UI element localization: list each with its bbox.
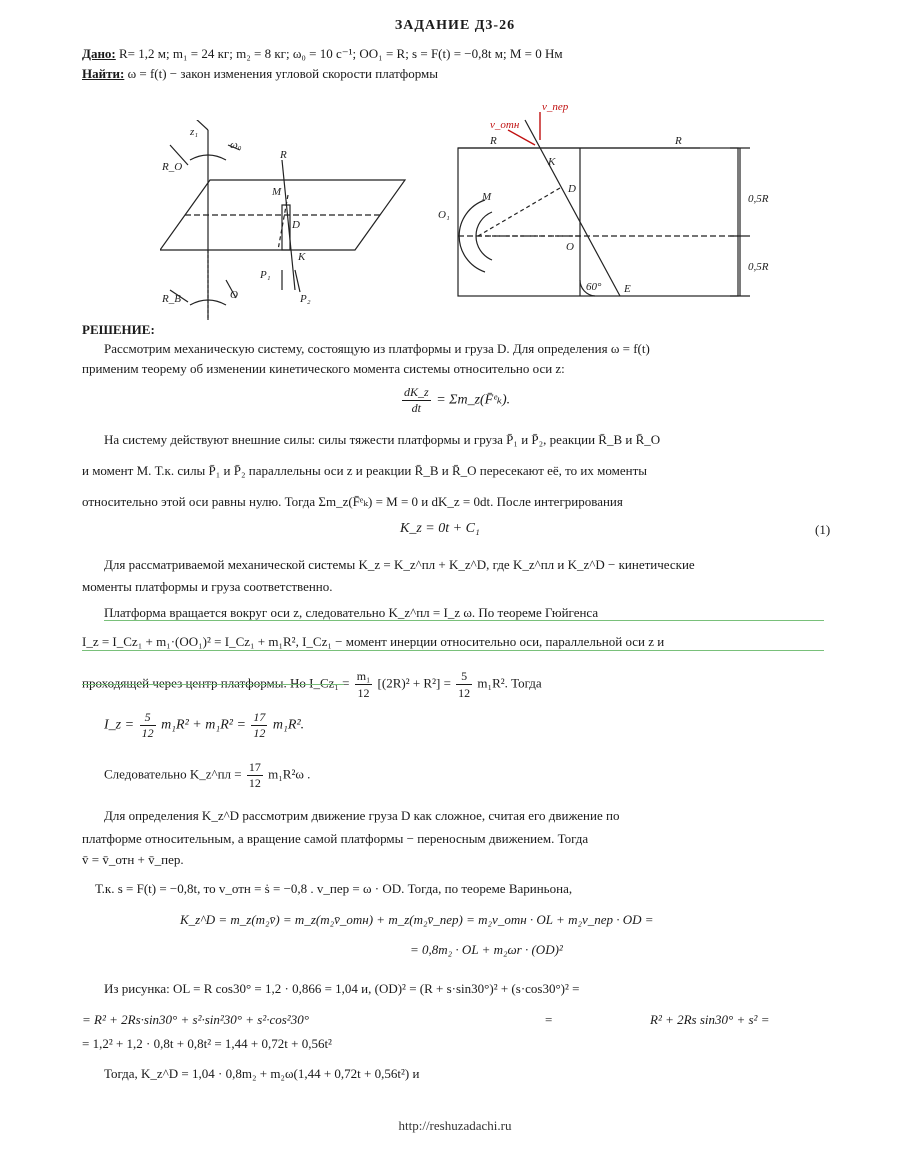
equation-2: K_z = 0t + C₁ — [400, 521, 480, 536]
left-figure — [160, 120, 420, 335]
fig-left-label-p2: P₂ — [300, 293, 311, 305]
para-10-a: проходящей через центр платформы. Но I_Cz₁ = — [82, 675, 350, 691]
eq3-a: I_z = — [104, 717, 135, 733]
equation-4 — [104, 760, 310, 791]
fig-right-label-o: O — [566, 241, 574, 253]
eq4-a: Следовательно K_z^пл = — [104, 766, 242, 782]
fig-left-label-p1: P₁ — [260, 269, 271, 281]
eq4-b: m₁R²ω . — [268, 766, 311, 782]
eq3-f2-num: 17 — [253, 710, 266, 724]
fig-right-label-o1: O₁ — [438, 209, 450, 221]
fig-right-label-m: M — [482, 191, 492, 203]
fig-right-label-e: E — [624, 283, 631, 295]
highlight-line-3 — [82, 684, 344, 685]
equation-1 — [400, 385, 510, 416]
para-10-frac2-num: 5 — [456, 668, 472, 685]
eq3-c: m₁R². — [272, 717, 305, 733]
fig-right-label-vper: v_пер — [542, 101, 569, 113]
page-title: ЗАДАНИЕ Д3-26 — [394, 18, 516, 33]
para-13: v̄ = v̄_отн + v̄_пер. — [82, 852, 184, 867]
find-line — [82, 66, 438, 82]
para-8: Платформа вращается вокруг оси z, следовательно K_z^пл = I_z ω. По теореме Гюйгенса — [104, 605, 599, 620]
para-10-frac-num: m₁ — [356, 669, 371, 683]
fig-right-label-r2: R — [675, 135, 682, 147]
eq1-num: dK_z — [404, 385, 429, 399]
eq1-rhs: = Σm_z(F̄ᵉₖ). — [436, 392, 511, 408]
fig-right-label-half-r1: 0,5R — [748, 193, 769, 205]
find-label: Найти: — [82, 66, 125, 81]
fig-right-label-half-r2: 0,5R — [748, 261, 769, 273]
eq3-f1-num: 5 — [140, 710, 156, 726]
para-4: и момент M. Т.к. силы P̄₁ и P̄₂ параллельны оси z и реакции R̄_B и R̄_O пересекают её, то их моменты — [82, 463, 647, 478]
equation-5: K_z^D = m_z(m₂v̄) = m_z(m₂v̄_отн) + m_z(m₂v̄_пер) = m₂v_отн · OL + m₂v_пер · OD = — [180, 912, 654, 927]
fig-left-label-k: K — [298, 251, 306, 263]
eq3-b: m₁R² + m₁R² = — [161, 717, 246, 733]
para-16-a: = R² + 2Rs·sin30° + s²·sin²30° + s²·cos²30° — [82, 1012, 309, 1027]
para-7: моменты платформы и груза соответственно. — [82, 579, 333, 594]
fig-left-label-o: O — [230, 289, 238, 301]
fig-left-label-m: M — [272, 186, 282, 198]
para-10-c: m₁R². Тогда — [477, 675, 542, 691]
para-12: платформе относительным, а вращение самой платформы − переносным движением. Тогда — [82, 831, 589, 846]
fig-left-label-omega: ω₀ — [230, 139, 242, 151]
para-16-b: = — [545, 1012, 553, 1027]
right-figure — [430, 100, 770, 315]
fig-left-label-ro: R_O — [162, 161, 183, 173]
para-14: Т.к. s = F(t) = −0,8t, то v_отн = ṡ = −0,8 . v_пер = ω · OD. Тогда, по теореме Вариньона, — [95, 881, 573, 896]
para-10-b: [(2R)² + R²] = — [377, 675, 451, 691]
para-11: Для определения K_z^D рассмотрим движение груза D как сложное, считая его движение по — [104, 808, 620, 823]
para-10-frac-den: 12 — [357, 686, 370, 700]
equation-2-number: (1) — [815, 522, 831, 537]
para-10-frac2-den: 12 — [458, 686, 471, 700]
equation-6: = 0,8m₂ · OL + m₂ωr · (OD)² — [410, 942, 563, 957]
para-5: относительно этой оси равны нулю. Тогда Σm_z(F̄ᵉₖ) = M = 0 и dK_z = 0dt. После интегрирования — [82, 494, 623, 509]
eq1-den: dt — [411, 401, 422, 415]
eq4-f-num: 17 — [248, 760, 261, 774]
eq3-f2-den: 12 — [253, 726, 266, 740]
para-6: Для рассматриваемой механической системы K_z = K_z^пл + K_z^D, где K_z^пл и K_z^D − кинетические — [104, 557, 695, 572]
fig-right-label-d: D — [568, 183, 576, 195]
para-15: Из рисунка: OL = R cos30° = 1,2 · 0,866 = 1,04 и, (OD)² = (R + s·sin30°)² + (s·cos30°)² = — [104, 981, 580, 996]
para-3: На систему действуют внешние силы: силы тяжести платформы и груза P̄₁ и P̄₂, реакции R̄_B и R̄_O — [104, 432, 661, 447]
fig-right-label-k: K — [548, 156, 556, 168]
fig-left-label-d: D — [292, 219, 300, 231]
fig-left-label-r: R — [280, 149, 287, 161]
para-16-c: R² + 2Rs sin30° + s² = — [650, 1012, 770, 1027]
equation-3 — [104, 710, 304, 741]
para-18: Тогда, K_z^D = 1,04 · 0,8m₂ + m₂ω(1,44 + 0,72t + 0,56t²) и — [104, 1066, 420, 1081]
fig-left-label-rb: R_B — [162, 293, 181, 305]
solution-label: РЕШЕНИЕ: — [82, 322, 155, 337]
footer-url[interactable]: http://reshuzadachi.ru — [398, 1118, 512, 1133]
para-2: применим теорему об изменении кинетического момента системы относительно оси z: — [82, 361, 565, 376]
para-9: I_z = I_Cz₁ + m₁·(OO₁)² = I_Cz₁ + m₁R², I_Cz₁ − момент инерции относительно оси, параллельной оси z и — [82, 634, 665, 649]
platform-top-view — [458, 148, 738, 296]
given-text: R= 1,2 м; m₁ = 24 кг; m₂ = 8 кг; ω₀ = 10 с⁻¹; OO₁ = R; s = F(t) = −0,8t м; M = 0 Нм — [119, 46, 563, 61]
fig-left-label-z: z₁ — [190, 126, 199, 138]
eq3-f1-den: 12 — [141, 726, 154, 740]
find-text: ω = f(t) − закон изменения угловой скорости платформы — [127, 66, 438, 81]
given-label: Дано: — [82, 46, 116, 61]
para-1: Рассмотрим механическую систему, состоящую из платформы и груза D. Для определения ω = f(t) — [104, 341, 650, 356]
highlight-line-2 — [82, 650, 824, 651]
given-line — [82, 46, 563, 62]
highlight-line-1 — [104, 620, 824, 621]
fig-right-label-r1: R — [490, 135, 497, 147]
eq4-f-den: 12 — [248, 776, 261, 790]
para-17: = 1,2² + 1,2 · 0,8t + 0,8t² = 1,44 + 0,72t + 0,56t² — [82, 1036, 332, 1051]
fig-right-label-votn: v_отн — [490, 119, 520, 131]
fig-right-label-angle: 60° — [586, 281, 602, 293]
